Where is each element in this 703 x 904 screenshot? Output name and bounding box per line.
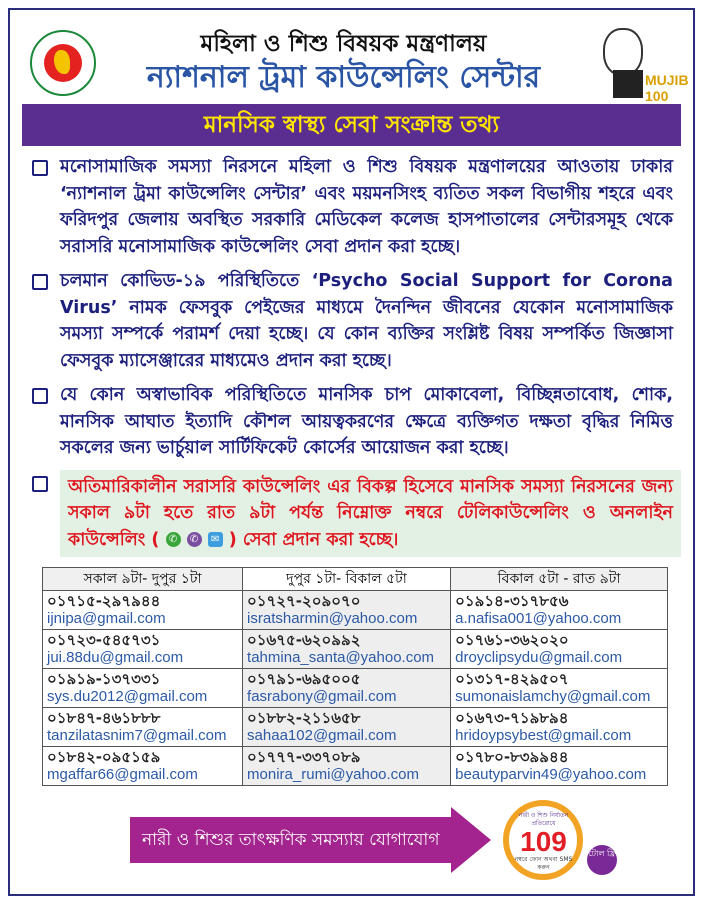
phone-number[interactable]: ০১৮৪২-০৯৫১৫৯ (47, 748, 161, 766)
highlight-text-end: ) সেবা প্রদান করা হচ্ছে। (228, 529, 399, 550)
checkbox-bullet-icon (32, 160, 48, 176)
phone-number[interactable]: ০১৭২৩-৫৪৫৭৩১ (47, 631, 161, 649)
contact-arrow-label: নারী ও শিশুর তাৎক্ষণিক সমস্যায় যোগাযোগ (130, 817, 451, 863)
mujib-100-text: MUJIB 100 (645, 72, 689, 104)
email-link[interactable]: jui.88du@gmail.com (47, 649, 184, 666)
phone-number[interactable]: ০১৯১৪-৩১৭৮৫৬ (455, 592, 569, 610)
phone-number[interactable]: ০১৮৪৭-৪৬১৮৮৮ (47, 709, 161, 727)
email-link[interactable]: a.nafisa001@yahoo.com (455, 610, 622, 627)
header-titles (104, 29, 583, 97)
bullet-item (22, 382, 681, 462)
bullet-item (22, 154, 681, 260)
table-row (43, 669, 668, 708)
contact-cell (43, 591, 243, 630)
contact-cell (451, 747, 668, 786)
phone-number[interactable]: ০১৮৮২-২১১৬৫৮ (247, 709, 361, 727)
government-emblem-logo (30, 30, 96, 96)
highlight-text: অতিমারিকালীন সরাসরি কাউন্সেলিং এর বিকল্প হিসেবে মানসিক সমস্যা নিরসনের জন্য সকাল ৯টা হতে রাত ৯টা পর্যন্ত নিম্নোক্ত নম্বরে টেলিকাউন্সেলিং ও অনলাইন কাউন্সেলিং ( (68, 476, 673, 550)
paragraph-1: মনোসামাজিক সমস্যা নিরসনে মহিলা ও শিশু বিষয়ক মন্ত্রণালয়ের আওতায় ঢাকার ‘ন্যাশনাল ট্রমা কাউন্সেলিং সেন্টার’ এবং ময়মনসিংহ ব্যতিত সকল বিভাগীয় শহরে এবং ফরিদপুর জেলায় অবস্থিত সরকারি মেডিকেল কলেজ হাসপাতালের সেন্টারসমূহ থেকে সরাসরি মনোসামাজিক কাউন্সেলিং সেবা প্রদান করা হচ্ছে। (60, 157, 673, 257)
contact-cell (243, 747, 451, 786)
whatsapp-icon: ✆ (166, 532, 181, 547)
hotline-number[interactable]: 109 (520, 826, 567, 857)
column-header: সকাল ৯টা- দুপুর ১টা (43, 568, 243, 591)
contact-cell (243, 630, 451, 669)
paragraph-2: চলমান কোভিড-১৯ পরিস্থিতিতে ‘Psycho Social Support for Corona Virus’ নামক ফেসবুক পেইজের মাধ্যমে দৈনন্দিন জীবনের যেকোন মনোসামাজিক সমস্যা সম্পর্কে পরামর্শ দেয়া হচ্ছে। যে কোন ব্যক্তির সংশ্লিষ্ট বিষয় সম্পর্কিত জিজ্ঞাসা ফেসবুক ম্যাসেঞ্জারের মাধ্যমেও প্রদান করা হচ্ছে। (60, 271, 673, 371)
mujib-100-logo (591, 28, 689, 104)
email-link[interactable]: sahaa102@gmail.com (247, 727, 397, 744)
contact-cell (43, 747, 243, 786)
table-row (43, 591, 668, 630)
phone-number[interactable]: ০১৭৬১-৩৬২০২০ (455, 631, 569, 649)
checkbox-bullet-icon (32, 274, 48, 290)
contact-table (42, 567, 668, 786)
contact-cell (43, 630, 243, 669)
checkbox-bullet-icon (32, 476, 48, 492)
contact-cell (43, 708, 243, 747)
phone-number[interactable]: ০১৭৮০-৮৩৯৯৪৪ (455, 748, 569, 766)
email-link[interactable]: sys.du2012@gmail.com (47, 688, 208, 705)
column-header: বিকাল ৫টা - রাত ৯টা (451, 568, 668, 591)
arrow-head (451, 807, 491, 873)
email-link[interactable]: isratsharmin@yahoo.com (247, 610, 418, 627)
phone-number[interactable]: ০১৭১৫-২৯৭৯৪৪ (47, 592, 161, 610)
email-link[interactable]: tahmina_santa@yahoo.com (247, 649, 435, 666)
contact-cell (243, 708, 451, 747)
contact-cell (451, 708, 668, 747)
contact-cell (243, 669, 451, 708)
footer (130, 800, 681, 880)
highlight-box (22, 470, 681, 558)
email-link[interactable]: tanzilatasnim7@gmail.com (47, 727, 227, 744)
hotline-109-badge (503, 800, 583, 880)
banner-heading: মানসিক স্বাস্থ্য সেবা সংক্রান্ত তথ্য (22, 104, 681, 146)
email-link[interactable]: beautyparvin49@yahoo.com (455, 766, 647, 783)
paragraph-3: যে কোন অস্বাভাবিক পরিস্থিতিতে মানসিক চাপ মোকাবেলা, বিচ্ছিন্নতাবোধ, শোক, মানসিক আঘাত ইত্যাদি কৌশল আয়ত্বকরণের ক্ষেত্রে ব্যক্তিগত দক্ষতা বৃদ্ধির নিমিত্ত সকলের জন্য ভার্চুয়াল সার্টিফিকেট কোর্সের আয়োজন করা হচ্ছে। (60, 385, 673, 458)
contact-cell (451, 630, 668, 669)
email-link[interactable]: fasrabony@gmail.com (247, 688, 397, 705)
email-icon: ✉ (208, 532, 223, 547)
phone-number[interactable]: ০১৩১৭-৪২৯৫০৭ (455, 670, 569, 688)
phone-number[interactable]: ০১৬৭৫-৬২০৯৯২ (247, 631, 361, 649)
table-row (43, 708, 668, 747)
phone-number[interactable]: ০১৭২৭-২০৯০৭০ (247, 592, 361, 610)
contact-cell (451, 669, 668, 708)
email-link[interactable]: droyclipsydu@gmail.com (455, 649, 623, 666)
phone-number[interactable]: ০১৭৯১-৬৯৫০০৫ (247, 670, 361, 688)
toll-free-badge: টোল ফ্রি (587, 845, 617, 875)
email-link[interactable]: mgaffar66@gmail.com (47, 766, 198, 783)
ministry-title: মহিলা ও শিশু বিষয়ক মন্ত্রণালয় (200, 31, 487, 57)
checkbox-bullet-icon (32, 388, 48, 404)
viber-icon: ✆ (187, 532, 202, 547)
paragraph-4 (60, 470, 681, 558)
contact-cell (43, 669, 243, 708)
poster-frame (8, 8, 695, 896)
contact-cell (243, 591, 451, 630)
email-link[interactable]: ijnipa@gmail.com (47, 610, 166, 627)
table-row (43, 630, 668, 669)
bullet-item (22, 268, 681, 374)
contact-cell (451, 591, 668, 630)
column-header: দুপুর ১টা- বিকাল ৫টা (243, 568, 451, 591)
hotline-bottom-text: নম্বরে ফোন অথবা SMS করুন (514, 856, 573, 871)
email-link[interactable]: sumonaislamchy@gmail.com (455, 688, 651, 705)
phone-number[interactable]: ০১৭৭৭-৩৩৭০৮৯ (247, 748, 361, 766)
email-link[interactable]: hridoypsybest@gmail.com (455, 727, 632, 744)
phone-number[interactable]: ০১৬৭৩-৭১৯৮৯৪ (455, 709, 569, 727)
header (22, 28, 689, 104)
phone-number[interactable]: ০১৯১৯-১৩৭৩৩১ (47, 670, 161, 688)
hotline-top-text: নারী ও শিশু নির্যাতন প্রতিরোধে (518, 812, 569, 827)
center-title: ন্যাশনাল ট্রমা কাউন্সেলিং সেন্টার (146, 60, 541, 95)
email-link[interactable]: monira_rumi@yahoo.com (247, 766, 420, 783)
table-row (43, 747, 668, 786)
